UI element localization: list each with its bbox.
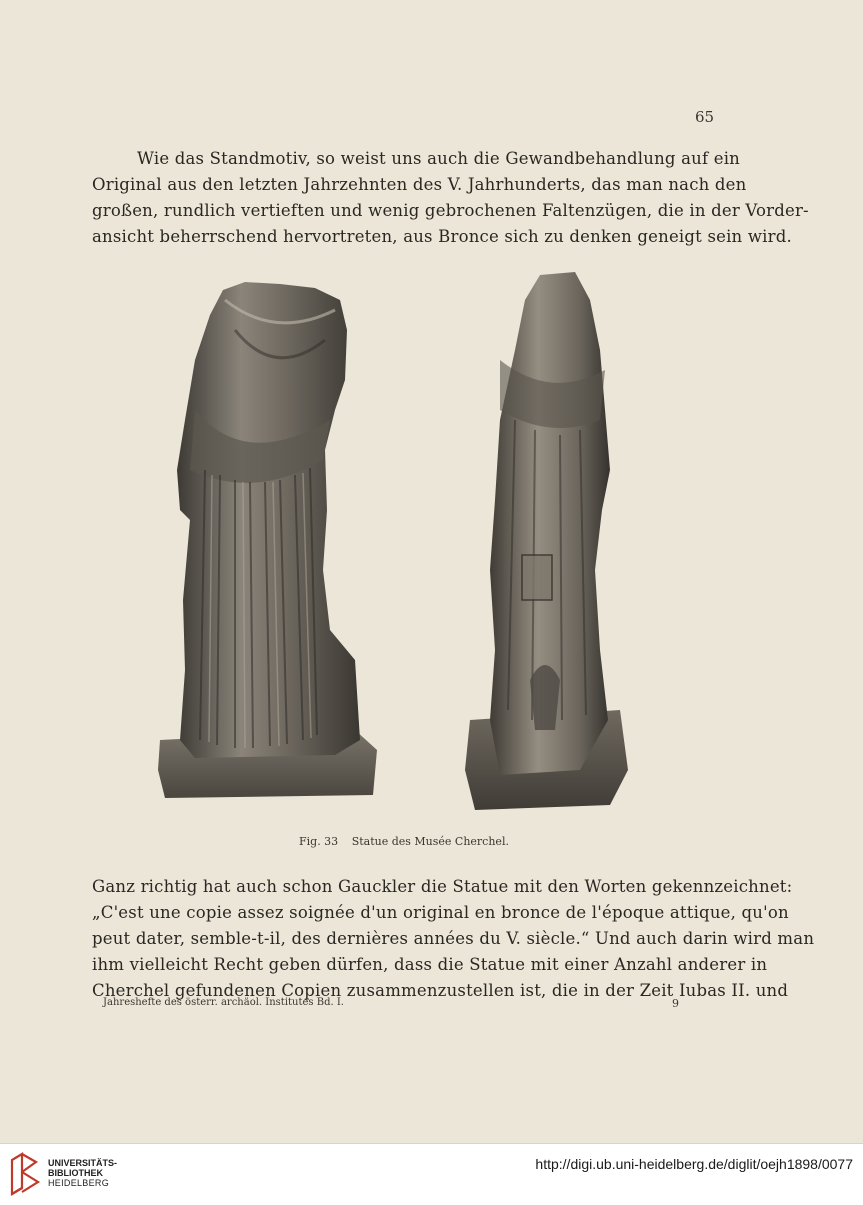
library-name-line2: BIBLIOTHEK: [48, 1168, 103, 1178]
paragraph-2: [92, 874, 815, 1004]
text-line: Original aus den letzten Jahrzehnten des V. Jahrhunderts, das man nach den: [92, 175, 747, 194]
figure-caption-text: Statue des Musée Cherchel.: [351, 835, 509, 848]
text-line: „C'est une copie assez soignée d'un original en bronce de l'époque attique, qu'on: [92, 903, 789, 922]
figure-caption: [299, 835, 519, 848]
text-line: Cherchel gefundenen Copien zusammenzustellen ist, die in der Zeit Iubas II. und: [92, 981, 789, 1000]
text-line: großen, rundlich vertieften und wenig gebrochenen Faltenzügen, die in der Vorder-: [92, 201, 809, 220]
text-line: ihm vielleicht Recht geben dürfen, dass die Statue mit einer Anzahl anderer in: [92, 955, 768, 974]
statue-front-photo: [155, 270, 380, 800]
university-library-logo-icon[interactable]: [8, 1150, 44, 1198]
library-name-line1: UNIVERSITÄTS-: [48, 1158, 118, 1168]
footer-signature-mark: 9: [672, 997, 679, 1010]
paragraph-1: [92, 146, 809, 250]
library-name-line3: HEIDELBERG: [48, 1178, 110, 1188]
library-name: [48, 1158, 117, 1188]
text-line: peut dater, semble-t-il, des dernières années du V. siècle.“ Und auch darin wird man: [92, 929, 815, 948]
page-number: 65: [695, 108, 715, 126]
statue-side-photo: [460, 270, 635, 815]
text-line: Wie das Standmotiv, so weist uns auch die Gewandbehandlung auf ein: [137, 149, 741, 168]
footer-journal-title: Jahreshefte des österr. archäol. Institutes Bd. I.: [103, 997, 344, 1008]
library-footer-bar: [0, 1143, 863, 1205]
figure-label: Fig. 33: [299, 835, 339, 848]
text-line: ansicht beherrschend hervortreten, aus Bronce sich zu denken geneigt sein wird.: [92, 227, 792, 246]
text-line: Ganz richtig hat auch schon Gauckler die Statue mit den Worten gekennzeichnet:: [92, 877, 793, 896]
source-url-link[interactable]: http://digi.ub.uni-heidelberg.de/diglit/oejh1898/0077: [535, 1156, 853, 1172]
